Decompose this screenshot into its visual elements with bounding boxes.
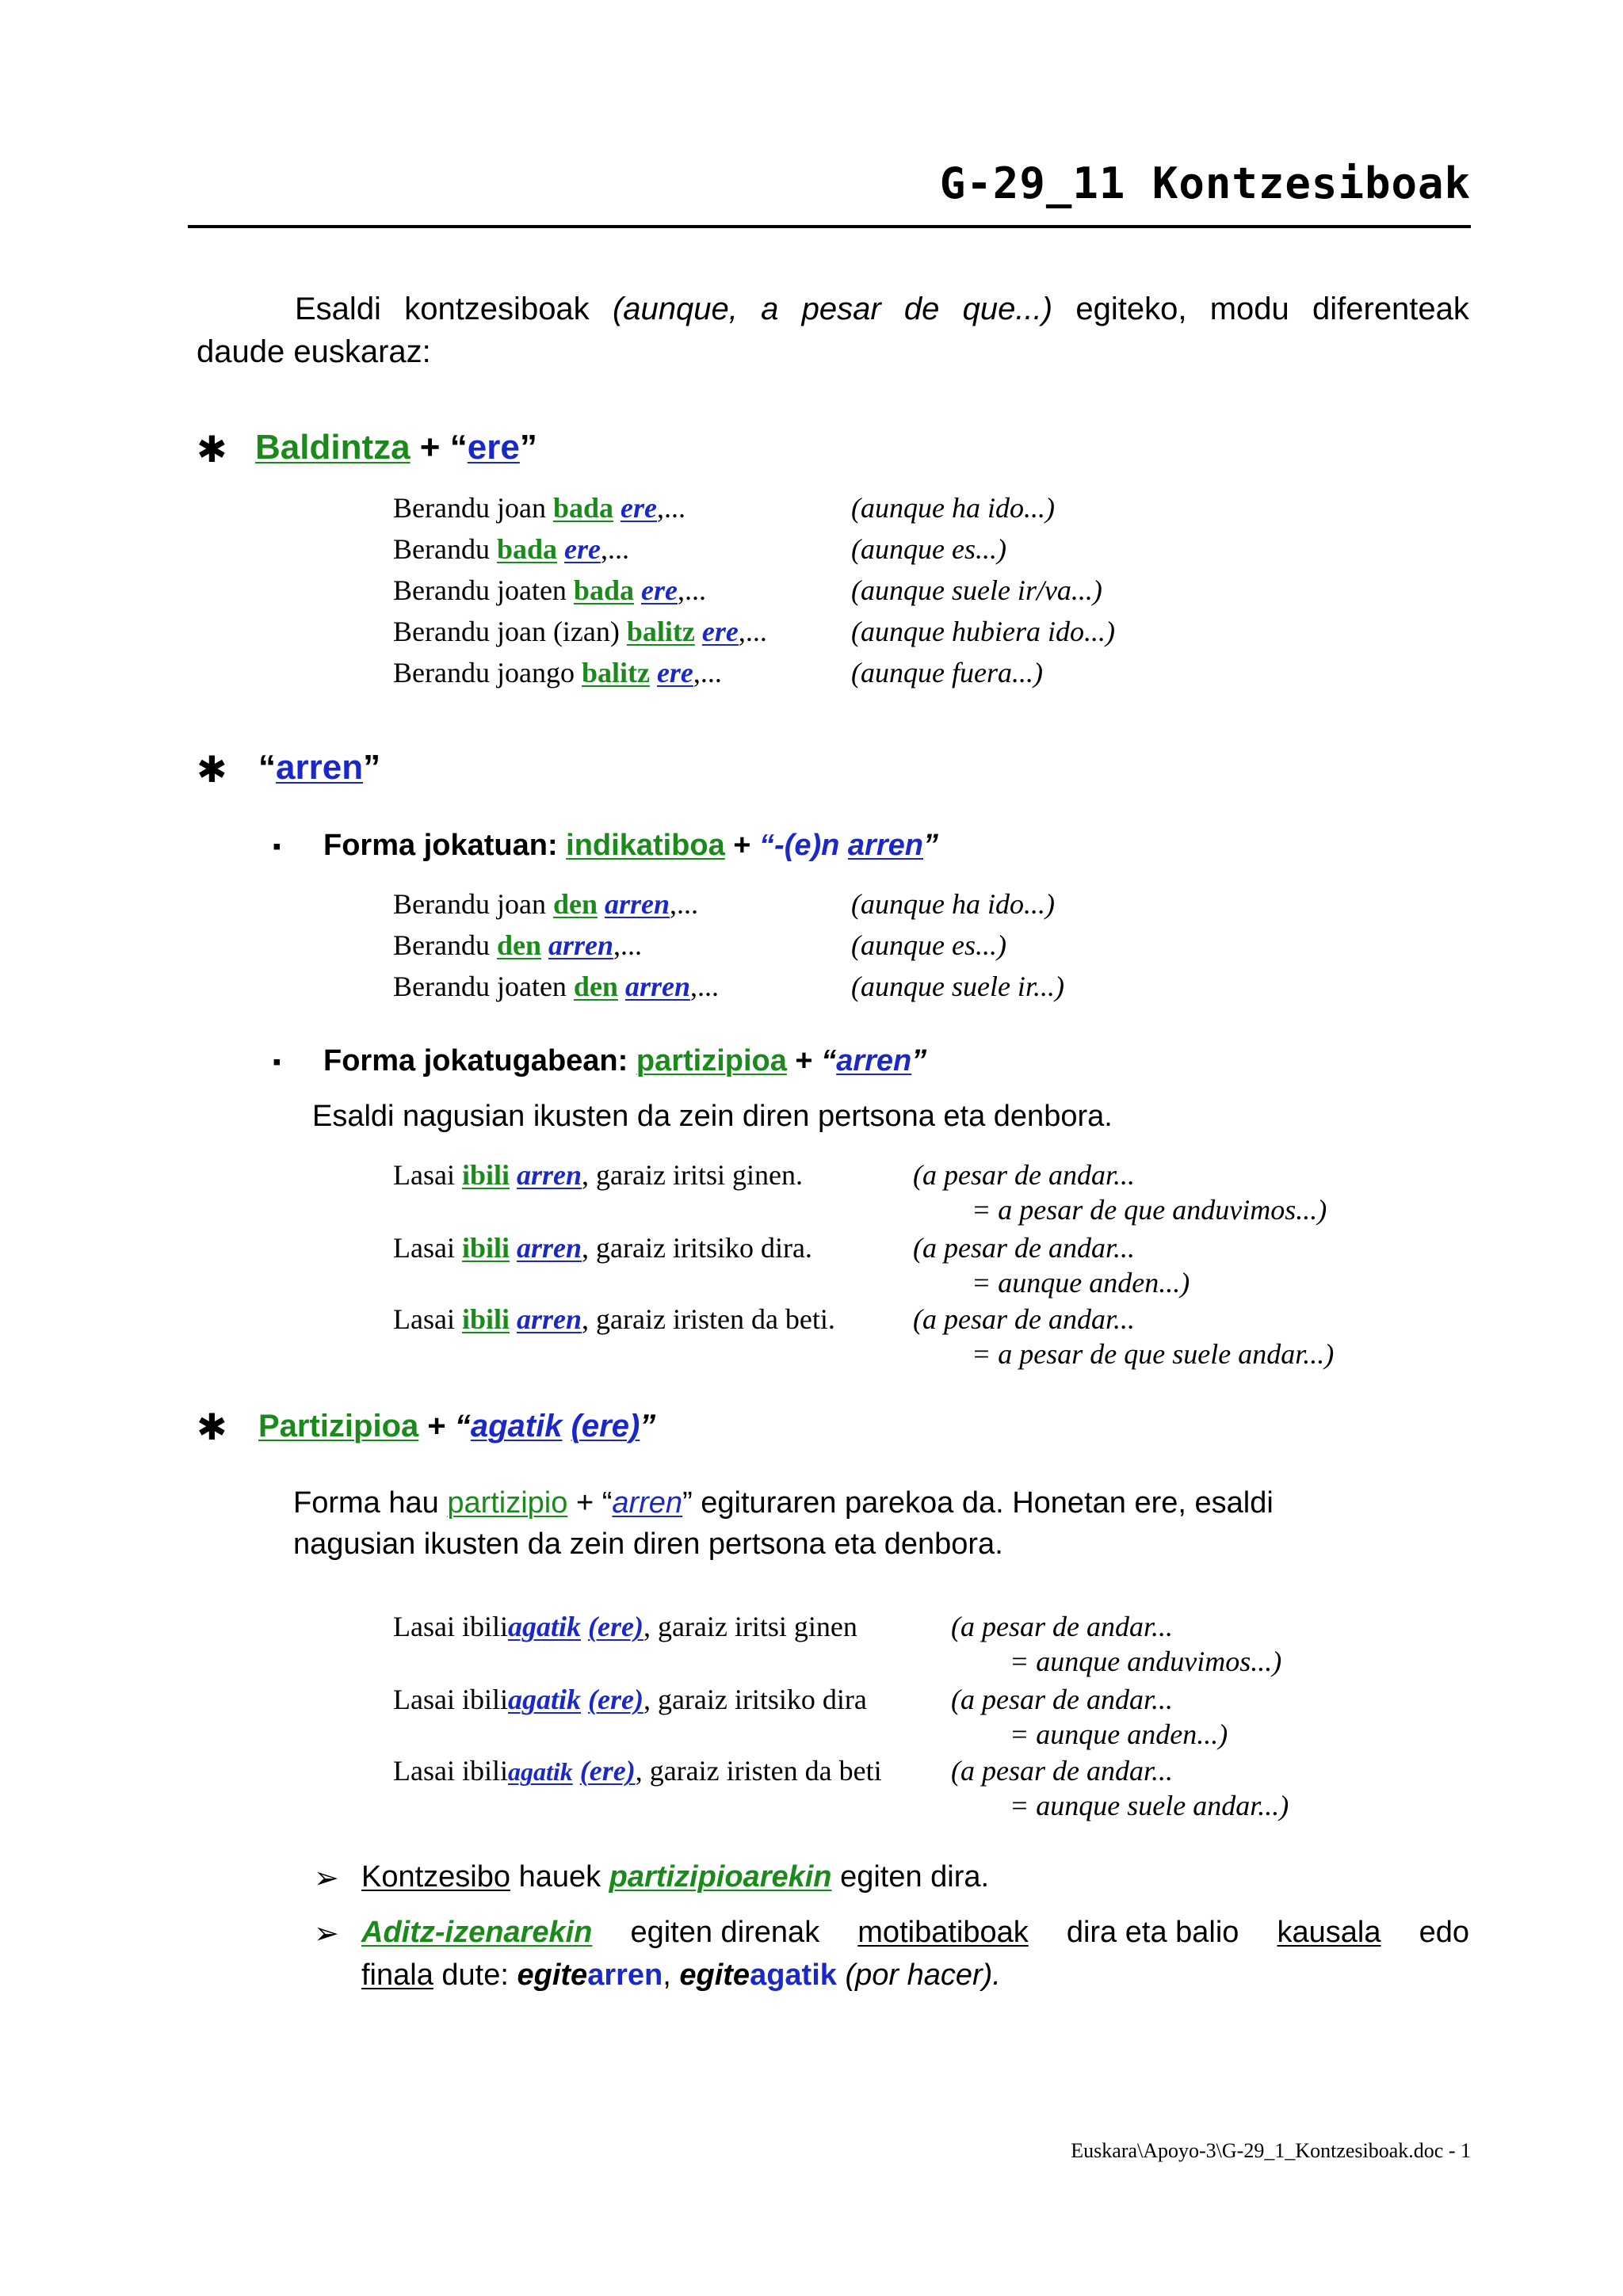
bullet-line-2: Aditz-izenarekin egiten direnak motibatiboak dira eta balio kausala edo [361, 1916, 1469, 1949]
translation: (aunque ha ido...) [851, 888, 1055, 920]
section-heading-arren: “arren” [258, 748, 381, 787]
page-footer: Euskara\Apoyo-3\G-29_1_Kontzesiboak.doc - 1 [1071, 2139, 1471, 2162]
example-row: Lasai ibili arren, garaiz iritsiko dira. [393, 1232, 812, 1264]
example-row: Berandu joaten den arren,... [393, 971, 719, 1002]
arrow-bullet-icon: ➢ [314, 1916, 339, 1951]
example-row: Berandu den arren,... [393, 929, 643, 961]
translation: (a pesar de andar... [913, 1232, 1135, 1264]
translation: = a pesar de que anduvimos...) [972, 1194, 1327, 1226]
example-row: Lasai ibili arren, garaiz iristen da beti. [393, 1303, 835, 1335]
paragraph-line-1: Forma hau partizipio + “arren” egituraren parekoa da. Honetan ere, esaldi [293, 1486, 1274, 1520]
square-bullet-icon: ▪ [273, 833, 281, 860]
example-row: Berandu joaten bada ere,... [393, 574, 706, 606]
page-title: G-29_11 Kontzesiboak [939, 158, 1471, 208]
section-heading-baldintza: Baldintza + “ere” [255, 428, 537, 467]
translation: (a pesar de andar... [951, 1755, 1173, 1787]
translation: (aunque hubiera ido...) [851, 616, 1115, 647]
translation: = aunque anden...) [1010, 1718, 1228, 1750]
bullet-line-1: Kontzesibo hauek partizipioarekin egiten dira. [361, 1860, 990, 1894]
translation: = aunque anden...) [972, 1267, 1190, 1299]
note-text: Esaldi nagusian ikusten da zein diren pertsona eta denbora. [312, 1100, 1113, 1133]
example-row: Lasai ibili arren, garaiz iritsi ginen. [393, 1159, 803, 1191]
translation: (aunque suele ir/va...) [851, 574, 1102, 606]
translation: (a pesar de andar... [951, 1611, 1173, 1642]
section-heading-partizipioa: Partizipioa + “agatik (ere)” [258, 1409, 656, 1444]
square-bullet-icon: ▪ [273, 1049, 281, 1075]
paragraph-line-2: nagusian ikusten da zein diren pertsona eta denbora. [293, 1527, 1003, 1561]
translation: (a pesar de andar... [913, 1303, 1135, 1335]
example-row: Berandu joan (izan) balitz ere,... [393, 616, 767, 647]
example-row: Berandu joango balitz ere,... [393, 657, 722, 688]
intro-line-1: Esaldi kontzesiboak (aunque, a pesar de que...) egiteko, modu diferenteak [295, 292, 1469, 326]
example-row: Berandu joan den arren,... [393, 888, 698, 920]
example-row: Lasai ibiliagatik (ere), garaiz iritsiko dira [393, 1684, 867, 1715]
subheading-forma-jokatuan: Forma jokatuan: indikatiboa + “-(e)n arren” [323, 829, 938, 862]
translation: (a pesar de andar... [951, 1684, 1173, 1715]
asterisk-icon: ✱ [197, 748, 227, 791]
translation: = aunque anduvimos...) [1010, 1646, 1282, 1677]
example-row: Lasai ibiliagatik (ere), garaiz iritsi ginen [393, 1611, 857, 1642]
example-row: Lasai ibiliagatik (ere), garaiz iristen da beti [393, 1755, 882, 1787]
title-divider [188, 225, 1471, 228]
intro-line-2: daude euskaraz: [197, 334, 431, 369]
translation: (aunque es...) [851, 533, 1006, 565]
translation: (aunque es...) [851, 929, 1006, 961]
example-row: Berandu bada ere,... [393, 533, 629, 565]
translation: (aunque ha ido...) [851, 492, 1055, 524]
example-row: Berandu joan bada ere,... [393, 492, 685, 524]
translation: (aunque fuera...) [851, 657, 1043, 688]
bullet-line-3: finala dute: egitearren, egiteagatik (por hacer). [361, 1958, 1001, 1992]
asterisk-icon: ✱ [197, 1405, 227, 1448]
arrow-bullet-icon: ➢ [314, 1860, 339, 1895]
asterisk-icon: ✱ [197, 428, 227, 471]
translation: (a pesar de andar... [913, 1159, 1135, 1191]
translation: = a pesar de que suele andar...) [972, 1338, 1335, 1370]
translation: (aunque suele ir...) [851, 971, 1064, 1002]
subheading-forma-jokatugabean: Forma jokatugabean: partizipioa + “arren” [323, 1044, 927, 1077]
translation: = aunque suele andar...) [1010, 1790, 1289, 1821]
